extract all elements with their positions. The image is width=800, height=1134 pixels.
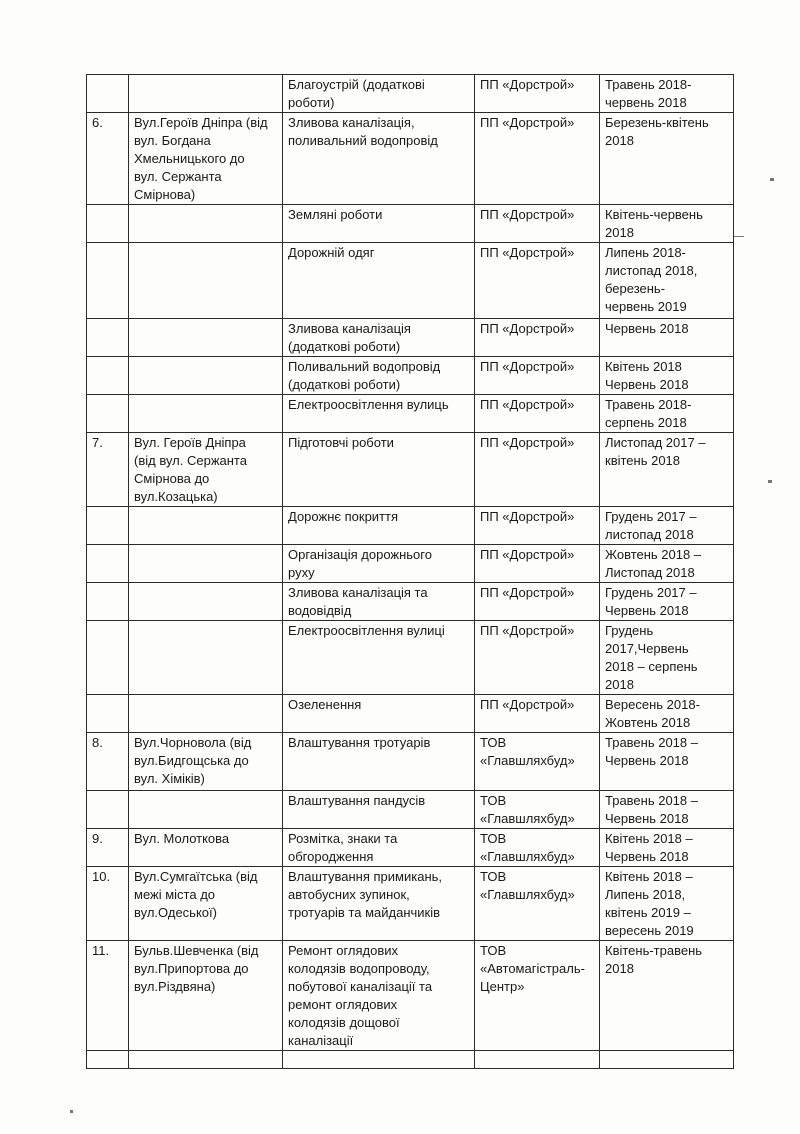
work-type-cell: Дорожнє покриття (283, 507, 475, 545)
table-row (87, 205, 734, 243)
contractor-cell: ПП «Дорстрой» (475, 319, 600, 357)
work-type-cell: Організація дорожнього руху (283, 545, 475, 583)
term-cell (600, 1051, 734, 1069)
term-cell: Жовтень 2018 – Листопад 2018 (600, 545, 734, 583)
row-number-cell (87, 357, 129, 395)
street-name-cell: Бульв.Шевченка (від вул.Припортова до вул.Різдвяна) (129, 941, 283, 1051)
term-cell: Листопад 2017 – квітень 2018 (600, 433, 734, 507)
row-number-cell (87, 395, 129, 433)
contractor-cell: ПП «Дорстрой» (475, 695, 600, 733)
row-number-cell: 9. (87, 829, 129, 867)
row-number-cell (87, 621, 129, 695)
street-name-cell (129, 695, 283, 733)
term-cell: Квітень 2018 – Червень 2018 (600, 829, 734, 867)
table-row (87, 243, 734, 319)
table-row (87, 507, 734, 545)
contractor-cell: ПП «Дорстрой» (475, 113, 600, 205)
work-type-cell: Озеленення (283, 695, 475, 733)
work-type-cell: Електроосвітлення вулиці (283, 621, 475, 695)
contractor-cell: ПП «Дорстрой» (475, 205, 600, 243)
row-number-cell (87, 791, 129, 829)
street-name-cell (129, 507, 283, 545)
table-row (87, 113, 734, 205)
contractor-cell: ПП «Дорстрой» (475, 433, 600, 507)
row-number-cell (87, 75, 129, 113)
table-row (87, 545, 734, 583)
table-row (87, 829, 734, 867)
work-type-cell: Зливова каналізація (додаткові роботи) (283, 319, 475, 357)
row-number-cell (87, 507, 129, 545)
scan-mark (734, 236, 744, 237)
row-number-cell: 6. (87, 113, 129, 205)
work-type-cell: Благоустрій (додаткові роботи) (283, 75, 475, 113)
contractor-cell: ТОВ «Главшляхбуд» (475, 733, 600, 791)
term-cell: Травень 2018- серпень 2018 (600, 395, 734, 433)
work-type-cell: Ремонт оглядових колодязів водопроводу, побутової каналізації та ремонт оглядових колодязів дощової каналізації (283, 941, 475, 1051)
street-name-cell (129, 621, 283, 695)
street-name-cell (129, 583, 283, 621)
street-name-cell: Вул.Чорновола (від вул.Бидгощська до вул. Хіміків) (129, 733, 283, 791)
term-cell: Травень 2018 – Червень 2018 (600, 733, 734, 791)
term-cell: Грудень 2017 – листопад 2018 (600, 507, 734, 545)
work-type-cell: Влаштування примикань, автобусних зупинок, тротуарів та майданчиків (283, 867, 475, 941)
table-row (87, 695, 734, 733)
term-cell: Травень 2018- червень 2018 (600, 75, 734, 113)
scan-mark (70, 1110, 73, 1113)
work-type-cell: Влаштування пандусів (283, 791, 475, 829)
contractor-cell: ТОВ «Автомагістраль- Центр» (475, 941, 600, 1051)
term-cell: Липень 2018- листопад 2018, березень- червень 2019 (600, 243, 734, 319)
work-type-cell: Влаштування тротуарів (283, 733, 475, 791)
work-type-cell: Підготовчі роботи (283, 433, 475, 507)
works-table (86, 74, 734, 1069)
table-body (87, 75, 734, 1069)
table-row (87, 941, 734, 1051)
term-cell: Грудень 2017,Червень 2018 – серпень 2018 (600, 621, 734, 695)
table-row (87, 867, 734, 941)
street-name-cell: Вул.Героїв Дніпра (від вул. Богдана Хмельницького до вул. Сержанта Смірнова) (129, 113, 283, 205)
street-name-cell (129, 1051, 283, 1069)
work-type-cell (283, 1051, 475, 1069)
row-number-cell (87, 545, 129, 583)
contractor-cell: ПП «Дорстрой» (475, 507, 600, 545)
contractor-cell: ПП «Дорстрой» (475, 545, 600, 583)
row-number-cell: 7. (87, 433, 129, 507)
work-type-cell: Дорожній одяг (283, 243, 475, 319)
table-row (87, 75, 734, 113)
row-number-cell (87, 583, 129, 621)
term-cell: Квітень 2018 – Липень 2018, квітень 2019 – вересень 2019 (600, 867, 734, 941)
table-row (87, 583, 734, 621)
street-name-cell (129, 545, 283, 583)
term-cell: Березень-квітень 2018 (600, 113, 734, 205)
work-type-cell: Розмітка, знаки та обгородження (283, 829, 475, 867)
street-name-cell: Вул. Героїв Дніпра (від вул. Сержанта Смірнова до вул.Козацька) (129, 433, 283, 507)
contractor-cell: ПП «Дорстрой» (475, 395, 600, 433)
work-type-cell: Зливова каналізація та водовідвід (283, 583, 475, 621)
row-number-cell: 8. (87, 733, 129, 791)
scan-mark (768, 480, 772, 483)
contractor-cell: ПП «Дорстрой» (475, 357, 600, 395)
table-row (87, 733, 734, 791)
table-row (87, 791, 734, 829)
row-number-cell: 10. (87, 867, 129, 941)
contractor-cell: ПП «Дорстрой» (475, 243, 600, 319)
row-number-cell (87, 695, 129, 733)
term-cell: Квітень-червень 2018 (600, 205, 734, 243)
contractor-cell: ПП «Дорстрой» (475, 583, 600, 621)
term-cell: Червень 2018 (600, 319, 734, 357)
contractor-cell: ПП «Дорстрой» (475, 621, 600, 695)
row-number-cell (87, 1051, 129, 1069)
work-type-cell: Поливальний водопровід (додаткові роботи) (283, 357, 475, 395)
contractor-cell (475, 1051, 600, 1069)
term-cell: Квітень 2018 Червень 2018 (600, 357, 734, 395)
street-name-cell (129, 357, 283, 395)
term-cell: Квітень-травень 2018 (600, 941, 734, 1051)
work-type-cell: Електроосвітлення вулиць (283, 395, 475, 433)
street-name-cell: Вул.Сумгаїтська (від межі міста до вул.Одеської) (129, 867, 283, 941)
term-cell: Грудень 2017 – Червень 2018 (600, 583, 734, 621)
table-row (87, 1051, 734, 1069)
term-cell: Вересень 2018- Жовтень 2018 (600, 695, 734, 733)
street-name-cell (129, 319, 283, 357)
row-number-cell (87, 243, 129, 319)
contractor-cell: ТОВ «Главшляхбуд» (475, 867, 600, 941)
row-number-cell: 11. (87, 941, 129, 1051)
street-name-cell (129, 243, 283, 319)
table-row (87, 621, 734, 695)
work-type-cell: Земляні роботи (283, 205, 475, 243)
street-name-cell (129, 75, 283, 113)
contractor-cell: ПП «Дорстрой» (475, 75, 600, 113)
street-name-cell (129, 205, 283, 243)
work-type-cell: Зливова каналізація, поливальний водопровід (283, 113, 475, 205)
street-name-cell: Вул. Молоткова (129, 829, 283, 867)
table-row (87, 433, 734, 507)
table-row (87, 357, 734, 395)
row-number-cell (87, 319, 129, 357)
contractor-cell: ТОВ «Главшляхбуд» (475, 829, 600, 867)
street-name-cell (129, 791, 283, 829)
street-name-cell (129, 395, 283, 433)
row-number-cell (87, 205, 129, 243)
contractor-cell: ТОВ «Главшляхбуд» (475, 791, 600, 829)
scan-mark (770, 178, 774, 181)
table-row (87, 395, 734, 433)
table-row (87, 319, 734, 357)
term-cell: Травень 2018 – Червень 2018 (600, 791, 734, 829)
